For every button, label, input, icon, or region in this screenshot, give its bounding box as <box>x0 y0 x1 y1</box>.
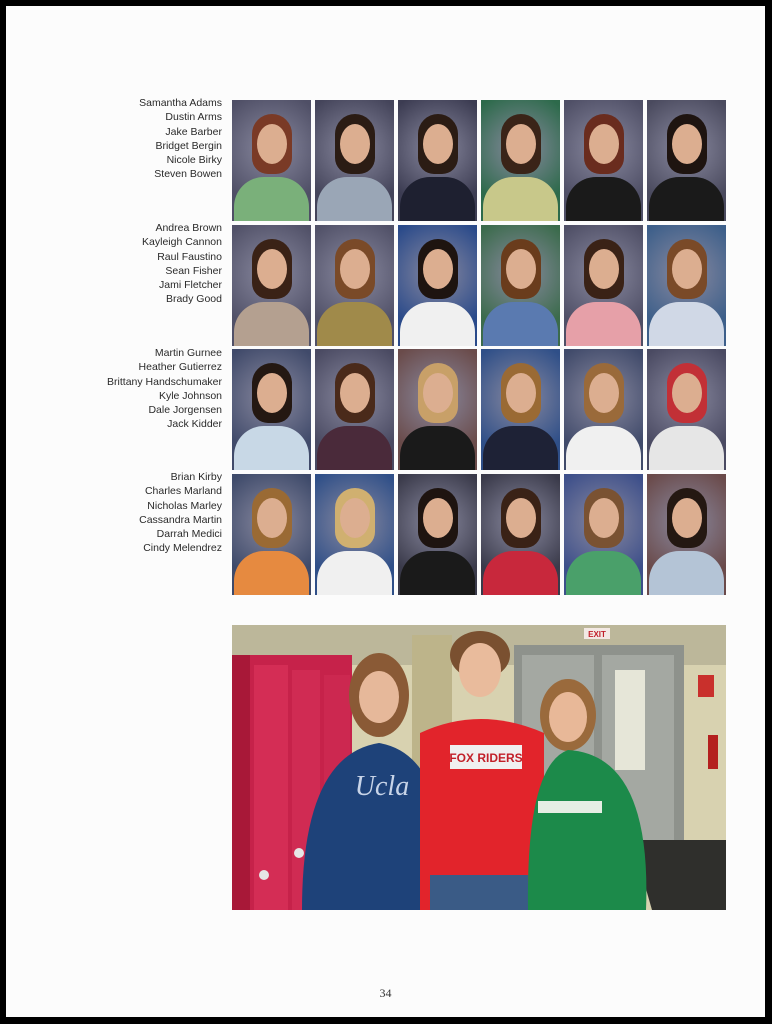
ucla-shirt-text: Ucla <box>354 771 410 802</box>
student-portrait <box>398 474 477 595</box>
student-name: Sean Fisher <box>165 264 222 277</box>
student-portrait <box>481 474 560 595</box>
student-name: Nicholas Marley <box>147 499 222 512</box>
student-name: Martin Gurnee <box>154 347 222 359</box>
exit-sign: EXIT <box>588 630 606 639</box>
student-name: Cassandra Martin <box>139 513 222 526</box>
student-portrait <box>315 349 394 470</box>
student-name: Steven Bowen <box>154 168 222 181</box>
student-portrait <box>481 349 560 470</box>
name-list-group-1 <box>96 96 222 182</box>
student-name: Brady Good <box>165 293 222 306</box>
student-name: Jack Kidder <box>167 418 222 431</box>
student-portrait <box>315 100 394 221</box>
student-name: Dale Jorgensen <box>148 404 222 417</box>
student-portrait <box>481 225 560 346</box>
student-portrait <box>564 349 643 470</box>
student-name: Jake Barber <box>165 125 222 138</box>
student-name: Brittany Handschumaker <box>107 375 222 388</box>
student-name: Nicole Birky <box>166 154 222 167</box>
student-portrait <box>232 349 311 470</box>
student-portrait <box>232 100 311 221</box>
student-portrait <box>647 349 726 470</box>
student-name: Kyle Johnson <box>158 389 222 402</box>
student-portrait <box>315 225 394 346</box>
student-portrait <box>647 225 726 346</box>
student-portrait <box>315 474 394 595</box>
student-name: Heather Gutierrez <box>138 361 222 374</box>
student-portrait <box>564 100 643 221</box>
hallway-photo-illustration <box>232 625 726 910</box>
name-list-group-3 <box>96 346 222 432</box>
student-name: Charles Marland <box>144 485 222 498</box>
student-portrait <box>564 225 643 346</box>
student-portrait <box>232 225 311 346</box>
yearbook-page <box>6 6 765 1017</box>
student-portrait <box>647 474 726 595</box>
student-name: Kayleigh Cannon <box>142 236 222 249</box>
student-portrait <box>398 349 477 470</box>
student-name: Samantha Adams <box>139 97 222 109</box>
student-portrait <box>647 100 726 221</box>
student-name: Dustin Arms <box>165 111 222 124</box>
student-name: Cindy Melendrez <box>143 542 222 555</box>
fox-riders-shirt-text: FOX RIDERS <box>449 751 523 765</box>
student-portrait <box>564 474 643 595</box>
student-portrait <box>481 100 560 221</box>
name-list-group-2 <box>96 221 222 307</box>
student-portrait <box>398 100 477 221</box>
name-list-group-4 <box>96 470 222 556</box>
student-name: Brian Kirby <box>170 471 222 483</box>
student-name: Jami Fletcher <box>158 279 222 292</box>
page-number: 34 <box>379 986 392 1000</box>
student-name: Bridget Bergin <box>155 139 222 152</box>
student-portrait <box>232 474 311 595</box>
student-name: Darrah Medici <box>156 528 222 541</box>
student-name: Raul Faustino <box>157 250 222 263</box>
student-name: Andrea Brown <box>155 222 222 234</box>
group-photo <box>232 625 726 910</box>
student-portrait <box>398 225 477 346</box>
